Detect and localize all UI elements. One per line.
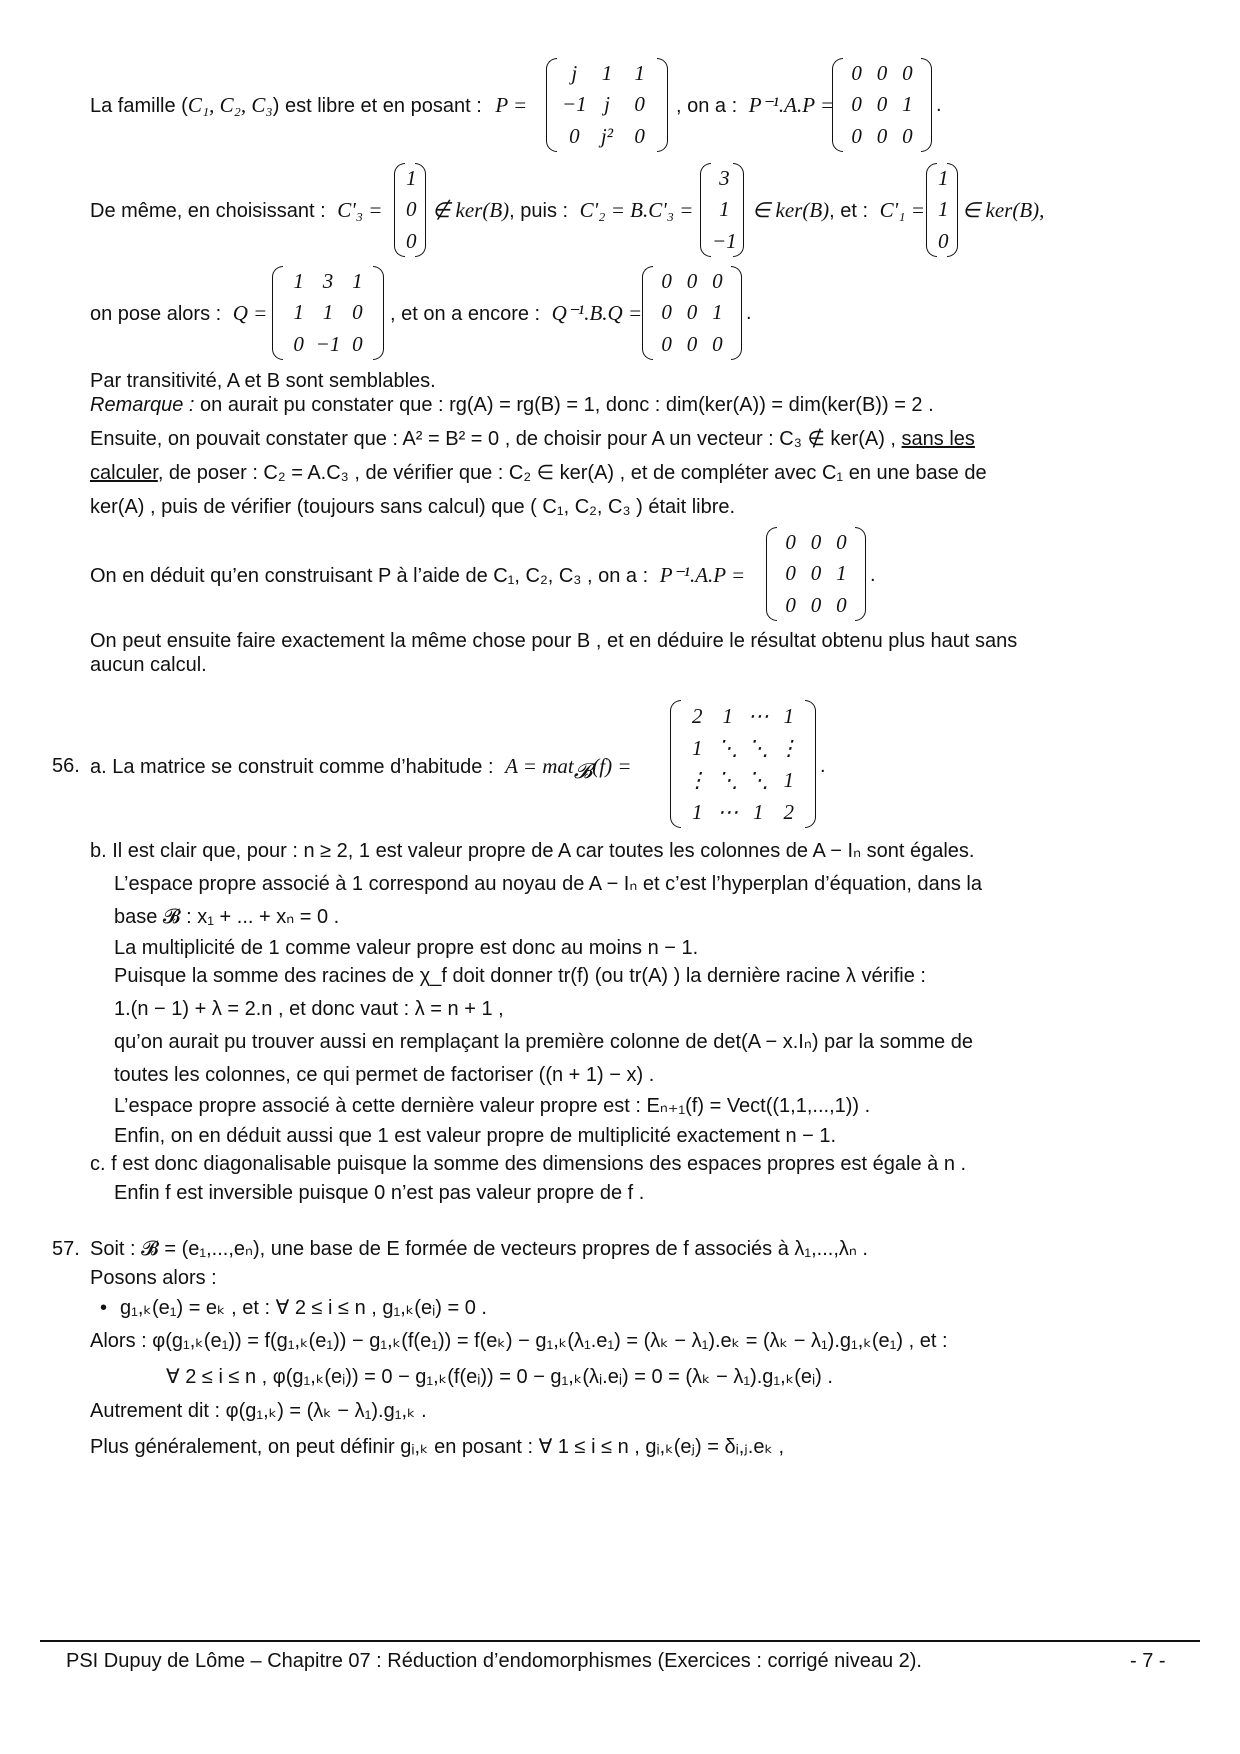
ex56-a-line: [90, 753, 632, 784]
matrix-cell: 0: [785, 592, 796, 617]
vector-cell: 1: [938, 166, 949, 191]
ex56-b1: b. Il est clair que, pour : n ≥ 2, 1 est valeur propre de A car toutes les colonnes de A − Iₙ sont égales.: [90, 840, 975, 862]
matrix-cell: 0: [836, 530, 847, 555]
ex57-l4: Alors : φ(g₁,ₖ(e₁)) = f(g₁,ₖ(e₁)) − g₁,ₖ(f(e₁)) = f(eₖ) − g₁,ₖ(λ₁.e₁) = (λₖ − λ₁).eₖ = (λₖ − λ₁).g₁,ₖ(e₁) , et :: [90, 1330, 948, 1352]
remarque-text: on aurait pu constater que : rg(A) = rg(B) = 1, donc : dim(ker(A)) = dim(ker(B)) = 2 .: [194, 394, 934, 416]
p-matrix: [546, 58, 668, 152]
vector-cell: 1: [719, 197, 730, 222]
on-pose: on pose alors :: [90, 303, 222, 325]
ex56-b9: L’espace propre associé à cette dernière valeur propre est : Eₙ₊₁(f) = Vect((1,1,...,1)) .: [114, 1095, 871, 1117]
matrix-cell: 0: [876, 92, 888, 117]
matrix-cell: 1: [902, 92, 913, 117]
famille-vecs: C₁, C₂, C₃: [187, 93, 273, 117]
matrix-cell: 0: [785, 530, 796, 555]
famille-mid: ) est libre et en posant :: [272, 95, 482, 117]
matrix-cell: 1: [692, 735, 703, 760]
matrix-cell: 0: [352, 300, 363, 325]
matrix-cell: 0: [851, 123, 862, 148]
matrix-cell: ⋱: [717, 767, 739, 792]
vector-cell: 1: [938, 197, 949, 222]
matrix-cell: 1: [293, 300, 304, 325]
matrix-cell: 0: [851, 61, 862, 86]
vector-cell: 0: [406, 228, 417, 253]
pap-eq2: P⁻¹.A.P =: [659, 563, 746, 587]
matrix-cell: 0: [569, 123, 580, 148]
matrix-cell: 0: [634, 123, 645, 148]
matrix-cell: 1: [692, 799, 703, 824]
ex56-b8: toutes les colonnes, ce qui permet de factoriser ((n + 1) − x) .: [114, 1064, 655, 1086]
matrix-cell: 0: [851, 92, 862, 117]
calculer: calculer: [90, 462, 158, 484]
matrix-cell: ⋮: [686, 767, 708, 792]
matrix-cell: 0: [876, 123, 888, 148]
de-meme: De même, en choisissant :: [90, 200, 326, 222]
matrix-cell: 0: [876, 61, 888, 86]
exercise-56-number: 56.: [52, 755, 80, 777]
matrix-cell: 1: [783, 767, 794, 792]
de-meme-line: [90, 197, 382, 224]
famille-line: [90, 92, 527, 119]
de-meme-end: [962, 197, 1044, 224]
ensuite-line-2: [90, 460, 987, 486]
ex56-b3: base 𝓑 : x₁ + ... + xₙ = 0 .: [114, 906, 340, 928]
matrix-cell: 0: [810, 561, 822, 586]
matrix-cell: 0: [686, 269, 698, 294]
on-peut-2: aucun calcul.: [90, 654, 207, 676]
ex56-a-text: a. La matrice se construit comme d’habitude :: [90, 756, 494, 778]
pap-eq: P⁻¹.A.P =: [748, 93, 835, 117]
deduit: On en déduit qu’en construisant P à l’aide de C₁, C₂, C₃ , on a :: [90, 565, 649, 587]
matrix-cell: 0: [712, 269, 723, 294]
ensuite-1: Ensuite, on pouvait constater que : A² = B² = 0 , de choisir pour A un vecteur : C₃ ∉ ker(A) ,: [90, 428, 902, 450]
bullet-icon: •: [100, 1297, 108, 1319]
famille-intro: La famille (: [90, 95, 188, 117]
matrix-cell: 0: [352, 331, 363, 356]
matrix-cell: j²: [600, 123, 614, 148]
sans-les: sans les: [901, 428, 975, 450]
ensuite-2: , de poser : C₂ = A.C₃ , de vérifier que : C₂ ∈ ker(A) , et de compléter avec C₁ en une base de: [157, 462, 987, 484]
a-matrix: [670, 700, 816, 828]
vector-cell: 1: [406, 166, 417, 191]
ex56-b6: 1.(n − 1) + λ = 2.n , et donc vaut : λ = n + 1 ,: [114, 998, 504, 1020]
par-transitivite: Par transitivité, A et B sont semblables.: [90, 370, 436, 392]
c2p-eq: C'₂ = B.C'₃ =: [579, 198, 694, 222]
matrix-cell: 0: [661, 269, 672, 294]
ex56-b7: qu’on aurait pu trouver aussi en remplaçant la première colonne de det(A − x.Iₙ) par la somme de: [114, 1031, 973, 1053]
matrix-cell: 0: [686, 331, 698, 356]
matrix-cell: 0: [836, 592, 847, 617]
matrix-cell: 0: [810, 592, 822, 617]
matrix-cell: ⋱: [717, 735, 739, 760]
puis: , puis :: [509, 200, 569, 222]
matrix-cell: 1: [352, 269, 363, 294]
matrix-cell: 1: [712, 300, 723, 325]
encore-line: [390, 300, 642, 327]
on-a-line: [676, 92, 834, 119]
matrix-cell: 0: [712, 331, 723, 356]
c1p-vector: [926, 163, 958, 257]
matrix-cell: 1: [722, 703, 733, 728]
matrix-cell: 0: [902, 61, 913, 86]
matrix-cell: 2: [783, 799, 794, 824]
matrix-cell: 1: [293, 269, 304, 294]
a-eq: A = mat: [505, 754, 574, 778]
matrix-cell: ⋯: [717, 799, 739, 824]
matrix-cell: 1: [836, 561, 847, 586]
vector-cell: 0: [938, 228, 949, 253]
period: .: [870, 564, 876, 586]
de-meme-mid: [432, 197, 693, 224]
j-matrix: [832, 58, 932, 152]
matrix-cell: −1: [561, 92, 587, 117]
matrix-cell: ⋮: [778, 735, 800, 760]
ex57-l3: g₁,ₖ(e₁) = eₖ , et : ∀ 2 ≤ i ≤ n , g₁,ₖ(eᵢ) = 0 .: [120, 1297, 487, 1319]
matrix-cell: 0: [810, 530, 822, 555]
j-matrix-2: [642, 266, 742, 360]
matrix-cell: 1: [634, 61, 645, 86]
ex56-b10: Enfin, on en déduit aussi que 1 est valeur propre de multiplicité exactement n − 1.: [114, 1125, 837, 1147]
matrix-cell: 1: [322, 300, 334, 325]
matrix-cell: 1: [783, 703, 794, 728]
matrix-cell: 0: [686, 300, 698, 325]
matrix-cell: 0: [661, 300, 672, 325]
matrix-cell: ⋱: [747, 767, 769, 792]
j-matrix-3: [766, 527, 866, 621]
ex57-l1: Soit : 𝓑 = (e₁,...,eₙ), une base de E formée de vecteurs propres de f associés à λ₁,...,λₙ .: [90, 1238, 868, 1260]
matrix-cell: j: [604, 92, 610, 117]
ex57-l6: Autrement dit : φ(g₁,ₖ) = (λₖ − λ₁).g₁,ₖ .: [90, 1400, 427, 1422]
ex57-l2: Posons alors :: [90, 1267, 217, 1289]
matrix-cell: 1: [601, 61, 613, 86]
period: .: [936, 94, 942, 116]
on-pose-line: [90, 300, 267, 327]
q-matrix: [272, 266, 384, 360]
q-eq: Q =: [232, 301, 268, 325]
c2p-vector: [700, 163, 744, 257]
ex56-c1: c. f est donc diagonalisable puisque la somme des dimensions des espaces propres est égale à n .: [90, 1153, 967, 1175]
a-arg: (f) =: [592, 754, 632, 778]
matrix-cell: 0: [634, 92, 645, 117]
matrix-cell: ⋯: [747, 703, 769, 728]
ex57-l7: Plus généralement, on peut définir gᵢ,ₖ en posant : ∀ 1 ≤ i ≤ n , gᵢ,ₖ(eⱼ) = δᵢ,ⱼ.eₖ ,: [90, 1436, 785, 1458]
notin-kerb: ∉ ker(B): [432, 198, 510, 222]
remarque-line: [90, 392, 934, 418]
ex56-b5: Puisque la somme des racines de χ_f doit donner tr(f) (ou tr(A) ) la dernière racine λ vérifie :: [114, 965, 926, 987]
in-kerb2: ∈ ker(B),: [962, 198, 1045, 222]
a-sub: 𝓑: [573, 759, 593, 783]
ex56-b4: La multiplicité de 1 comme valeur propre est donc au moins n − 1.: [114, 937, 699, 959]
vector-cell: 0: [406, 197, 417, 222]
remarque-label: Remarque :: [90, 394, 195, 416]
ex56-c2: Enfin f est inversible puisque 0 n’est pas valeur propre de f .: [114, 1182, 645, 1204]
vector-cell: −1: [712, 228, 737, 253]
on-a: , on a :: [676, 95, 738, 117]
page-number: - 7 -: [1130, 1650, 1166, 1672]
de-meme-mid2: [752, 197, 925, 224]
matrix-cell: 1: [753, 799, 764, 824]
matrix-cell: 0: [902, 123, 913, 148]
p-eq: P =: [495, 93, 528, 117]
c3p-vector: [394, 163, 426, 257]
c1p-eq: C'₁ =: [879, 198, 925, 222]
period: .: [820, 755, 826, 777]
matrix-cell: −1: [315, 331, 341, 356]
ensuite-3: ker(A) , puis de vérifier (toujours sans calcul) que ( C₁, C₂, C₃ ) était libre.: [90, 496, 736, 518]
matrix-cell: 0: [785, 561, 796, 586]
encore: , et on a encore :: [390, 303, 541, 325]
vector-cell: 3: [719, 166, 730, 191]
matrix-cell: j: [571, 61, 578, 86]
ensuite-line-1: [90, 426, 975, 452]
ex56-b2: L’espace propre associé à 1 correspond au noyau de A − Iₙ et c’est l’hyperplan d’équation, dans la: [114, 873, 982, 895]
footer-text: PSI Dupuy de Lôme – Chapitre 07 : Réduction d’endomorphismes (Exercices : corrigé niveau 2).: [66, 1650, 922, 1672]
matrix-cell: ⋱: [747, 735, 769, 760]
matrix-cell: 0: [661, 331, 672, 356]
exercise-57-number: 57.: [52, 1238, 80, 1260]
deduit-line: [90, 562, 745, 589]
ex57-l5: ∀ 2 ≤ i ≤ n , φ(g₁,ₖ(eᵢ)) = 0 − g₁,ₖ(f(eᵢ)) = 0 − g₁,ₖ(λᵢ.eᵢ) = 0 = (λₖ − λ₁).g₁,ₖ(eᵢ) .: [166, 1366, 833, 1388]
footer-rule: [40, 1640, 1200, 1642]
c3p-eq: C'₃ =: [337, 198, 383, 222]
qbq-eq: Q⁻¹.B.Q =: [551, 301, 643, 325]
matrix-cell: 2: [692, 703, 703, 728]
et: , et :: [829, 200, 869, 222]
matrix-cell: 3: [322, 269, 334, 294]
period: .: [746, 302, 752, 324]
matrix-cell: 0: [293, 331, 304, 356]
in-kerb: ∈ ker(B): [752, 198, 830, 222]
on-peut-1: On peut ensuite faire exactement la même chose pour B , et en déduire le résultat obtenu plus haut sans: [90, 630, 1018, 652]
